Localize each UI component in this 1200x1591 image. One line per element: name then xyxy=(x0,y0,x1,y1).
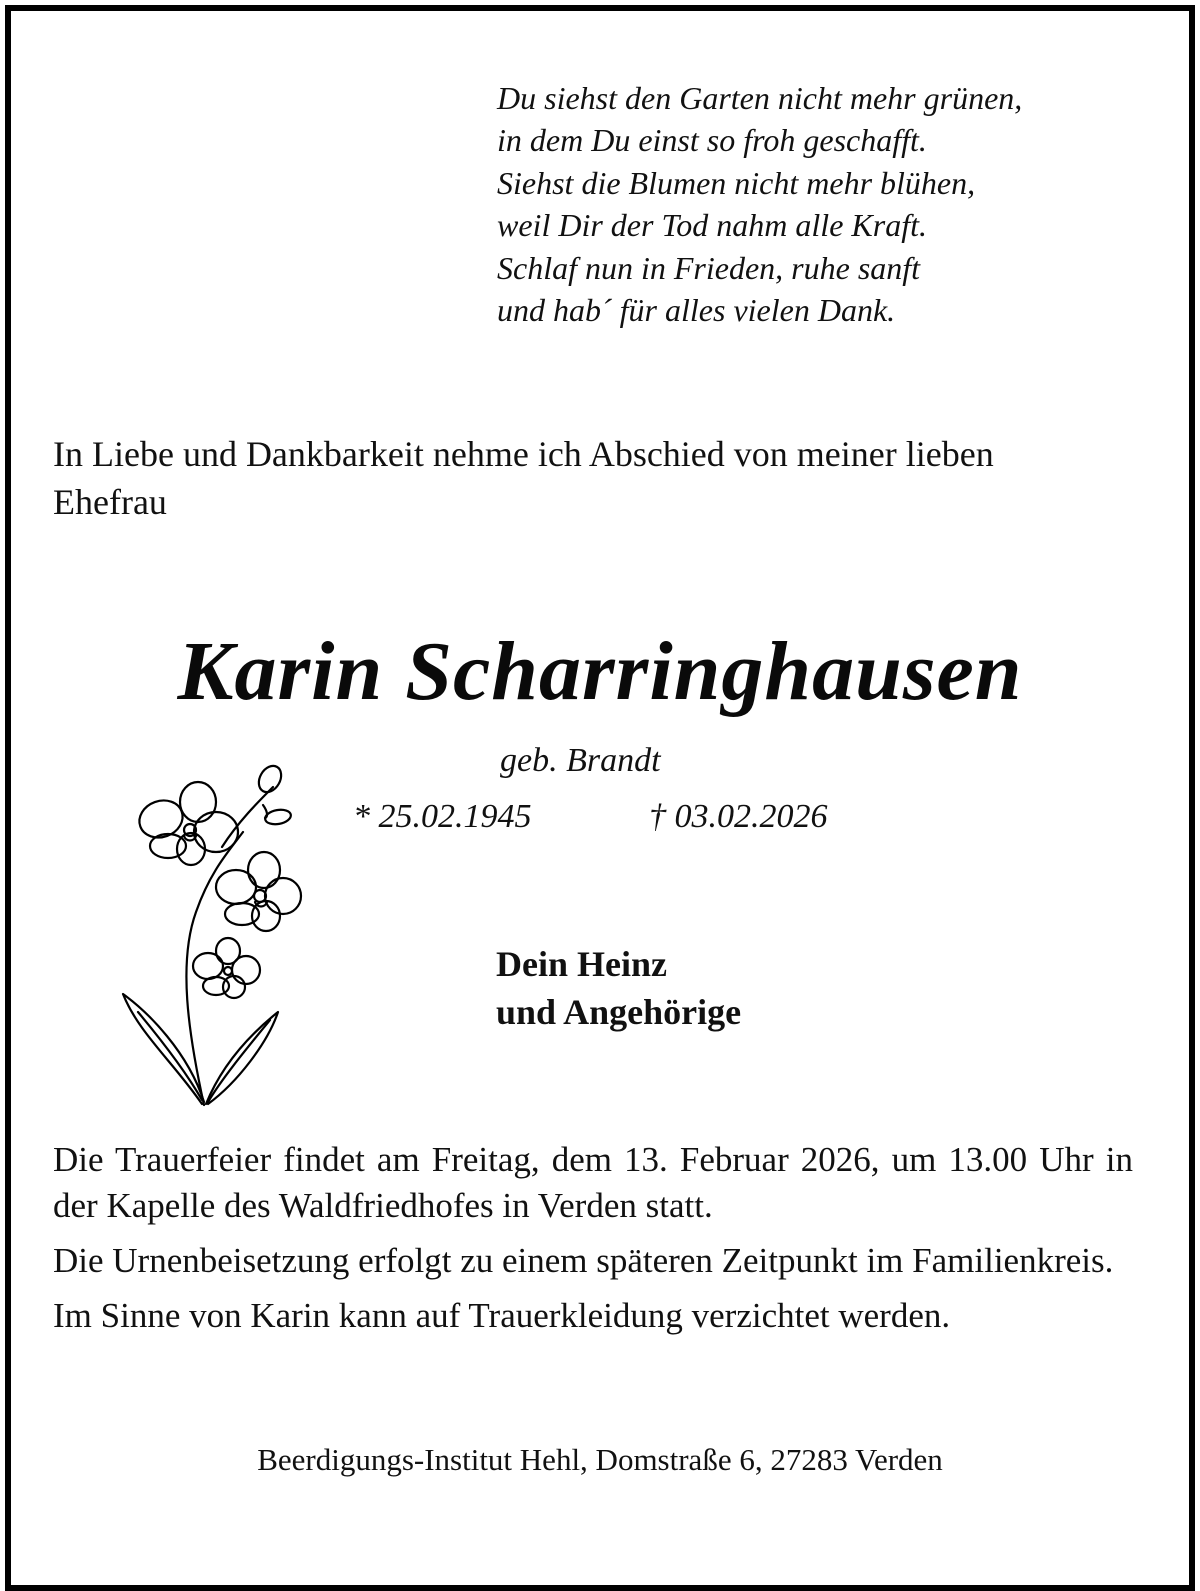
poem-line: weil Dir der Tod nahm alle Kraft. xyxy=(497,207,927,244)
signature xyxy=(496,940,741,1036)
intro-text xyxy=(53,430,1153,526)
poem-line: Du siehst den Garten nicht mehr grünen, xyxy=(497,80,1023,116)
birth-date: * 25.02.1945 xyxy=(353,798,532,835)
burial-notice: Die Urnenbeisetzung erfolgt zu einem späteren Zeitpunkt im Familienkreis. xyxy=(53,1241,1114,1280)
signature-line: und Angehörige xyxy=(496,992,742,1032)
intro-line: Ehefrau xyxy=(53,482,167,522)
signature-line: Dein Heinz xyxy=(496,944,667,984)
death-date: † 03.02.2026 xyxy=(649,798,828,835)
undertaker-footer: Beerdigungs-Institut Hehl, Domstraße 6, 27283 Verden xyxy=(257,1442,943,1477)
poem xyxy=(497,77,1147,331)
deceased-name: Karin Scharringhausen xyxy=(177,625,1023,718)
orchid-icon xyxy=(118,762,308,1112)
funeral-notice: Die Trauerfeier findet am Freitag, dem 13. Februar 2026, um 13.00 Uhr in der Kapelle des Waldfriedhofes in Verden statt. xyxy=(53,1140,1133,1225)
birth-name: geb. Brandt xyxy=(500,742,661,779)
poem-line: Siehst die Blumen nicht mehr blühen, xyxy=(497,164,976,201)
poem-line: in dem Du einst so froh geschafft. xyxy=(497,122,927,159)
notices xyxy=(53,1137,1133,1348)
intro-line: In Liebe und Dankbarkeit nehme ich Abschied von meiner lieben xyxy=(53,434,994,474)
poem-line: Schlaf nun in Frieden, ruhe sanft xyxy=(497,249,921,286)
poem-line: und hab´ für alles vielen Dank. xyxy=(497,292,896,329)
dress-notice: Im Sinne von Karin kann auf Trauerkleidung verzichtet werden. xyxy=(53,1296,951,1335)
